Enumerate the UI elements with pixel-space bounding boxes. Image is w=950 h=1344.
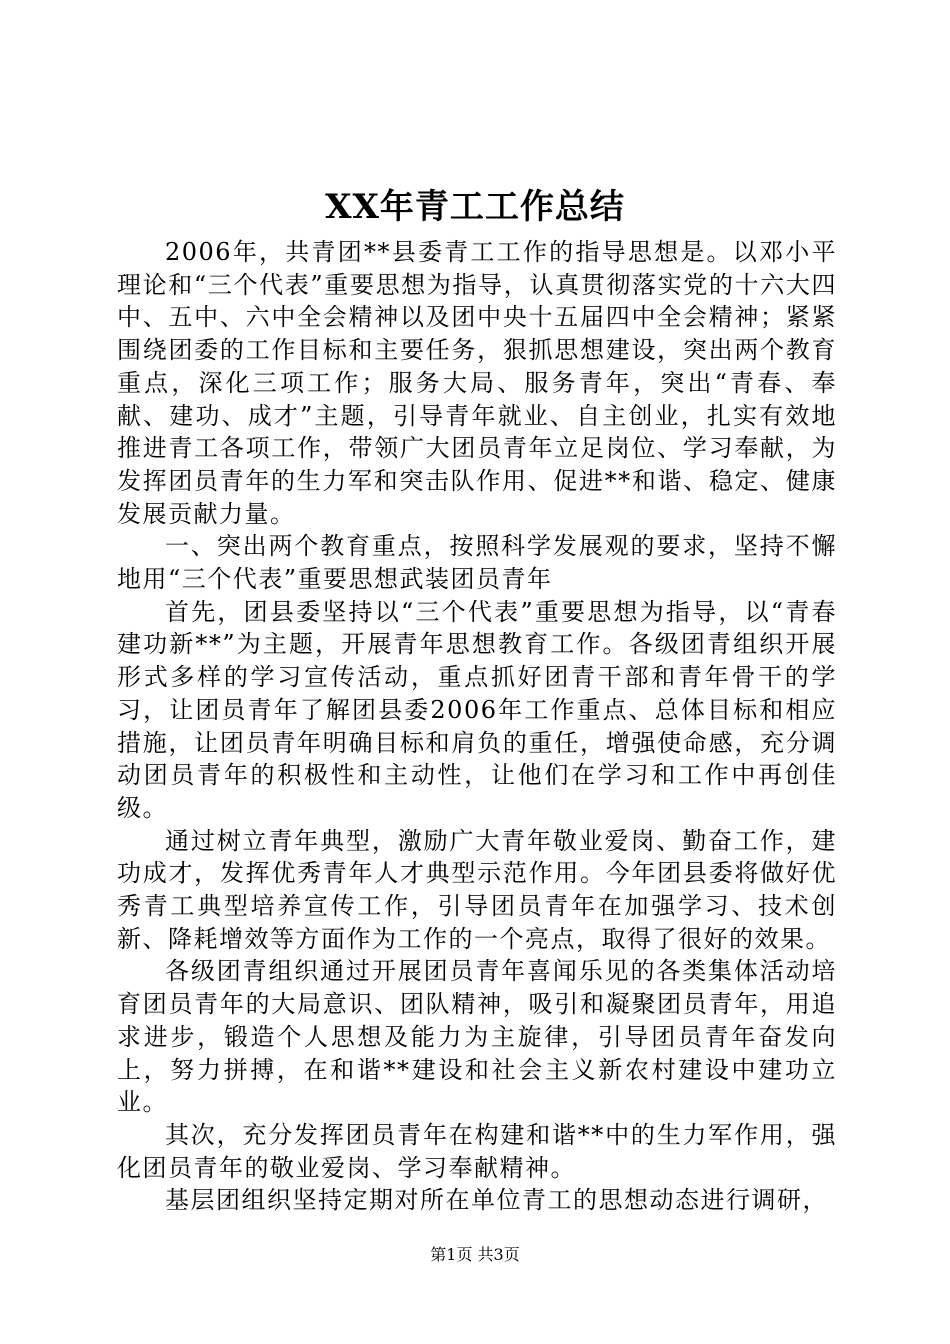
paragraph-section-heading-1: 一、突出两个教育重点，按照科学发展观的要求，坚持不懈地用“三个代表”重要思想武装团员青年	[117, 532, 837, 594]
document-title: XX年青工工作总结	[325, 187, 625, 227]
paragraph-grassroots: 基层团组织坚持定期对所在单位青工的思想动态进行调研，	[165, 1186, 828, 1215]
paragraph-guiding-thought: 2006年，共青团**县委青工工作的指导思想是。以邓小平理论和“三个代表”重要思想为指导，认真贯彻落实党的十六大四中、五中、六中全会精神以及团中央十五届四中全会精神；紧紧围绕团委的工作目标和主要任务，狠抓思想建设，突出两个教育重点，深化三项工作；服务大局、服务青年，突出“青春、奉献、建功、成才”主题，引导青年就业、自主创业，扎实有效地推进青工各项工作，带领广大团员青年立足岗位、学习奉献，为发挥团员青年的生力军和突击队作用、促进**和谐、稳定、健康发展贡献力量。	[117, 238, 837, 528]
paragraph-first-point: 首先，团县委坚持以“三个代表”重要思想为指导，以“青春建功新**”为主题，开展青年思想教育工作。各级团青组织开展形式多样的学习宣传活动，重点抓好团青干部和青年骨干的学习，让团员青年了解团县委2006年工作重点、总体目标和相应措施，让团员青年明确目标和肩负的重任，增强使命感，充分调动团员青年的积极性和主动性，让他们在学习和工作中再创佳级。	[117, 597, 837, 822]
paragraph-second-point: 其次，充分发挥团员青年在构建和谐**中的生力军作用，强化团员青年的敬业爱岗、学习奉献精神。	[117, 1120, 837, 1182]
paragraph-youth-models: 通过树立青年典型，激励广大青年敬业爱岗、勤奋工作，建功成才，发挥优秀青年人才典型示范作用。今年团县委将做好优秀青工典型培养宣传工作，引导团员青年在加强学习、技术创新、降耗增效等方面作为工作的一个亮点，取得了很好的效果。	[117, 826, 837, 953]
paragraph-group-activities: 各级团青组织通过开展团员青年喜闻乐见的各类集体活动培育团员青年的大局意识、团队精神，吸引和凝聚团员青年，用追求进步，锻造个人思想及能力为主旋律，引导团员青年奋发向上，努力拼搏，在和谐**建设和社会主义新农村建设中建功立业。	[117, 957, 837, 1117]
page-number-footer: 第1页 共3页	[430, 1245, 520, 1264]
document-body	[117, 236, 837, 1217]
